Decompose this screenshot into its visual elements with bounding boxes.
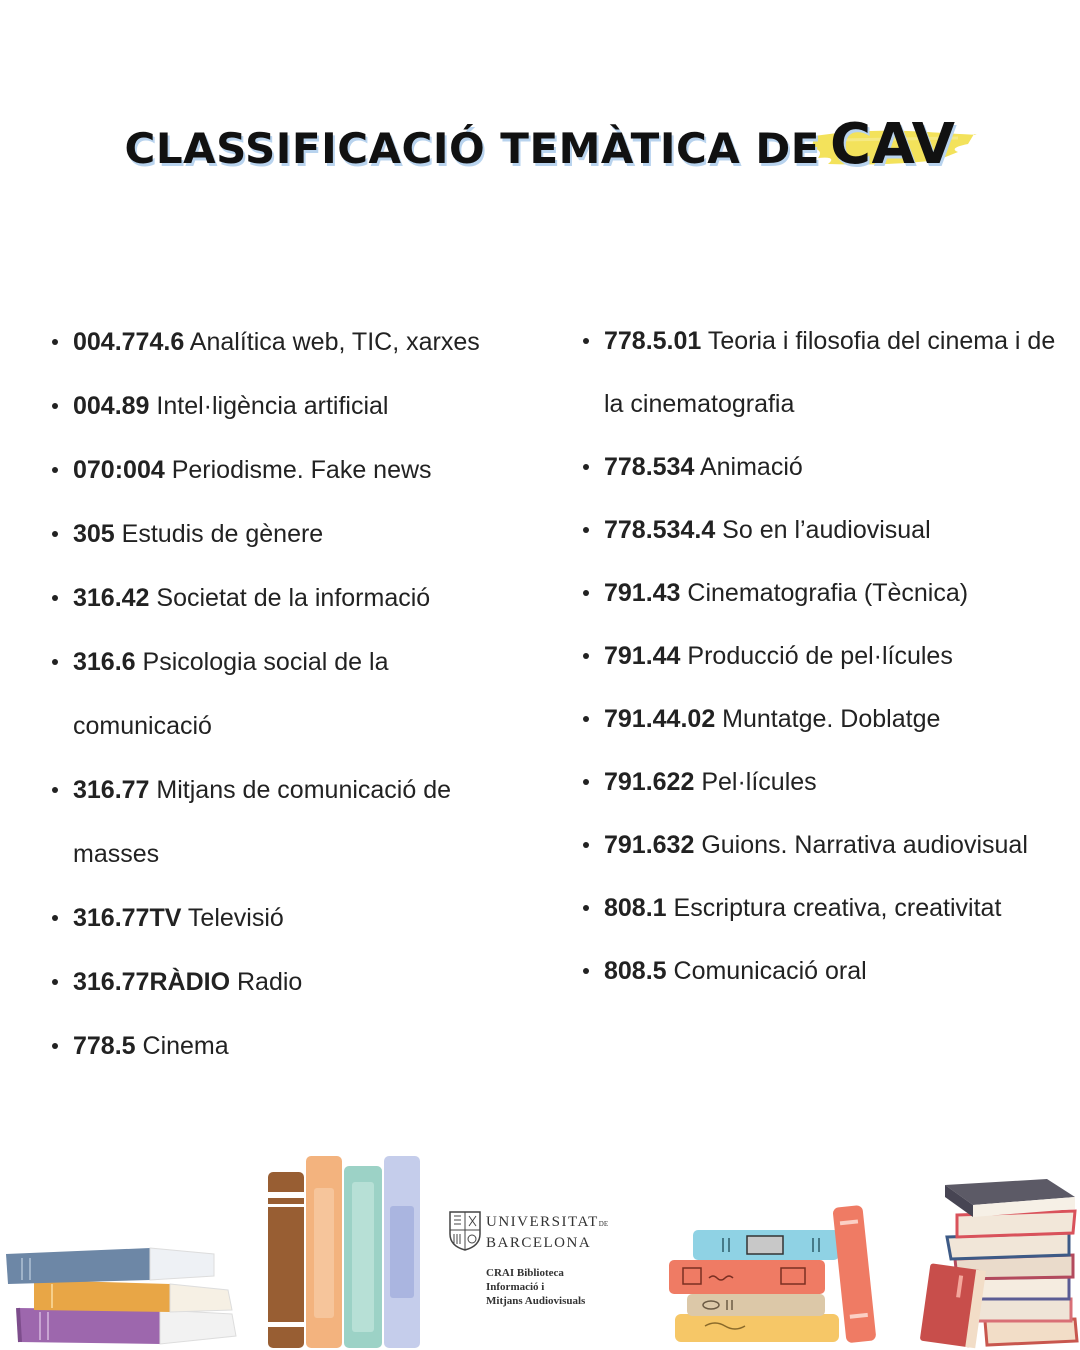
class-code: 791.44.02: [604, 705, 716, 733]
logo-sub-line1: CRAI Biblioteca: [486, 1267, 564, 1279]
list-item: [52, 374, 522, 438]
logo-name-de: DE: [598, 1220, 609, 1228]
bullet-icon: [52, 595, 58, 601]
bullet-icon: [583, 590, 589, 596]
class-label: Societat de la informació: [156, 584, 431, 612]
class-code: 004.774.6: [73, 328, 185, 356]
logo-name-line1: UNIVERSITAT: [486, 1214, 599, 1230]
class-code: 808.1: [604, 894, 667, 922]
classification-list-left: [52, 310, 522, 1078]
class-label: Analítica web, TIC, xarxes: [189, 328, 480, 356]
page-title: [0, 112, 1080, 192]
class-label: Radio: [236, 968, 303, 996]
class-label: Televisió: [187, 904, 284, 932]
bullet-icon: [583, 527, 589, 533]
class-label: Intel·ligència artificial: [156, 392, 389, 420]
list-item: [52, 566, 522, 630]
class-label: Estudis de gènere: [121, 520, 324, 548]
class-label: Escriptura creativa, creativitat: [673, 894, 1002, 922]
list-item: [52, 502, 522, 566]
bullet-icon: [52, 1043, 58, 1049]
class-code: 808.5: [604, 957, 667, 985]
bullet-icon: [52, 659, 58, 665]
bullet-icon: [52, 531, 58, 537]
list-item: [583, 499, 1058, 562]
class-label: Muntatge. Doblatge: [722, 705, 941, 733]
class-label: Producció de pel·lícules: [687, 642, 953, 670]
books-pile-right-icon: [915, 1175, 1080, 1350]
logo-sub-line3: Mitjans Audiovisuals: [486, 1295, 586, 1307]
colorful-books-stack-icon: [665, 1200, 895, 1346]
list-item: [583, 436, 1058, 499]
list-item: [583, 625, 1058, 688]
list-item: [583, 751, 1058, 814]
class-code: 316.77TV: [73, 904, 182, 932]
list-item: [583, 688, 1058, 751]
class-code: 791.622: [604, 768, 695, 796]
classification-list-right: [583, 310, 1058, 1003]
bullet-icon: [583, 842, 589, 848]
class-code: 778.534.4: [604, 516, 716, 544]
list-item: [583, 814, 1058, 877]
bullet-icon: [583, 338, 589, 344]
class-code: 305: [73, 520, 115, 548]
bullet-icon: [583, 968, 589, 974]
list-item: [583, 562, 1058, 625]
bullet-icon: [52, 979, 58, 985]
list-item: [52, 758, 522, 886]
bullet-icon: [583, 779, 589, 785]
class-label: Teoria i filosofia del cinema i de la cinematografia: [604, 327, 1056, 418]
upright-books-icon: [262, 1152, 424, 1350]
class-label: Guions. Narrativa audiovisual: [701, 831, 1028, 859]
class-code: 791.43: [604, 579, 681, 607]
class-label: Pel·lícules: [701, 768, 817, 796]
class-label: So en l’audiovisual: [722, 516, 931, 544]
class-code: 791.44: [604, 642, 681, 670]
bullet-icon: [52, 339, 58, 345]
bullet-icon: [52, 787, 58, 793]
logo-sub-line2: Informació i: [486, 1281, 545, 1293]
class-code: 004.89: [73, 392, 150, 420]
class-code: 316.6: [73, 648, 136, 676]
bullet-icon: [583, 464, 589, 470]
class-label: Psicologia social de la comunicació: [73, 648, 389, 740]
bullet-icon: [583, 716, 589, 722]
bullet-icon: [52, 403, 58, 409]
class-code: 778.5.01: [604, 327, 702, 355]
title-accent: CAV: [830, 112, 955, 177]
bullet-icon: [583, 653, 589, 659]
class-label: Cinematografia (Tècnica): [687, 579, 969, 607]
list-item: [52, 950, 522, 1014]
list-item: [583, 310, 1058, 436]
class-code: 791.632: [604, 831, 695, 859]
stacked-books-left-icon: [0, 1240, 245, 1350]
university-logo: [448, 1210, 618, 1310]
class-code: 316.77RÀDIO: [73, 968, 231, 996]
class-label: Mitjans de comunicació de masses: [73, 776, 452, 868]
list-item: [52, 886, 522, 950]
class-label: Periodisme. Fake news: [171, 456, 432, 484]
bullet-icon: [583, 905, 589, 911]
class-code: 778.5: [73, 1032, 136, 1060]
title-main: CLASSIFICACIÓ TEMÀTICA DE: [124, 124, 820, 173]
class-code: 316.42: [73, 584, 150, 612]
class-label: Cinema: [142, 1032, 229, 1060]
list-item: [52, 438, 522, 502]
university-shield-icon: [448, 1210, 482, 1252]
list-item: [52, 310, 522, 374]
bullet-icon: [52, 467, 58, 473]
list-item: [583, 940, 1058, 1003]
logo-name-line2: BARCELONA: [486, 1235, 592, 1251]
list-item: [583, 877, 1058, 940]
class-code: 070:004: [73, 456, 165, 484]
list-item: [52, 630, 522, 758]
class-code: 316.77: [73, 776, 150, 804]
class-code: 778.534: [604, 453, 695, 481]
bullet-icon: [52, 915, 58, 921]
class-label: Animació: [699, 453, 803, 481]
class-label: Comunicació oral: [673, 957, 867, 985]
list-item: [52, 1014, 522, 1078]
